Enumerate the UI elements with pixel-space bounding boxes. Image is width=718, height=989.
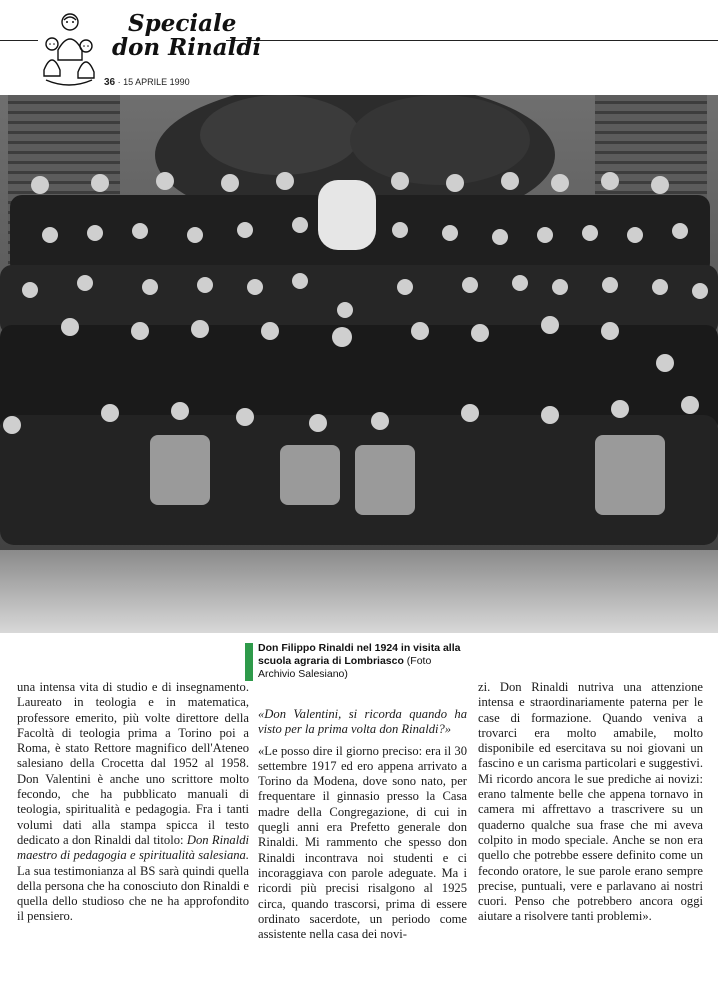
article-column-2	[258, 707, 467, 942]
caption-text: Don Filippo Rinaldi nel 1924 in visita alla scuola agraria di Lombriasco	[258, 642, 461, 667]
caption-marker	[245, 643, 253, 681]
issue-date: · 15 APRILE 1990	[117, 77, 190, 87]
article-column-1	[17, 680, 249, 925]
issue-info	[104, 77, 190, 88]
column-1-text-end: La sua testimonianza al BS sarà quindi quella della persona che ha conosciuto don Rinaldi e quella dello studioso che ne ha approfondito il pensiero.	[17, 863, 249, 924]
book-title: Don Rinaldi maestro di pedagogia e spiritualità salesiana.	[17, 832, 249, 863]
title-speciale: Speciale	[128, 10, 237, 37]
page-number: 36	[104, 77, 116, 88]
article-column-3	[478, 680, 703, 925]
header-rule-right	[226, 40, 718, 41]
interview-question: «Don Valentini, si ricorda quando ha visto per la prima volta don Rinaldi?»	[258, 707, 467, 737]
caption-credit: (Foto Archivio Salesiano)	[258, 655, 432, 680]
photo-caption	[258, 642, 468, 681]
title-don-rinaldi: don Rinaldi	[112, 34, 262, 61]
speciale-logo-icon	[36, 10, 102, 88]
column-3-text: zi. Don Rinaldi nutriva una attenzione intensa e straordinariamente paterna per le case di formazione. Quando veniva a trovarci era molto amabile, molto disponibile ed esercitava su noi giovani un fascino e un carisma particolari e suggestivi. Mi ricordo ancora le sue prediche ai novizi: erano talmente belle che appena tornavo in camera mi affrettavo a trascrivere su un quaderno qualche sua frase che mi aveva colpito in modo speciale. Anche se non era quello che potrebbe essere definito come un fecondo oratore, le sue parole erano sempre precise, puntuali, vere e parlavano ai nostri cuori. Penso che potrebbero ancora oggi aiutare a risolvere tanti problemi».	[478, 680, 703, 924]
header-rule-left	[0, 40, 38, 41]
column-2-text: «Le posso dire il giorno preciso: era il 30 settembre 1917 ed ero appena arrivato a Torino da Modena, dove sono nato, per frequentare il ginnasio presso la Casa madre della Congregazione, di cui in quegli anni era Prefetto generale don Rinaldi. Mi rammento che spesso don Rinaldi incontrava noi studenti e ci incoraggiava con parole adeguate. Ma i ricordi più precisi risalgono al 1925 circa, quando trascorsi, prima di essere ordinato sacerdote, un periodo come assistente nella casa dei novi-	[258, 743, 467, 942]
group-photo	[0, 95, 718, 633]
section-title	[112, 12, 261, 59]
column-1-text: una intensa vita di studio e di insegnamento. Laureato in teologia e in matematica, professore emerito, più volte direttore della Facoltà di teologia prima a Torino poi a Roma, è stato Rettore magnifico dell'Ateneo salesiano della Crocetta dal 1952 al 1958. Don Valentini è anche uno scrittore molto fecondo, che ha pubblicato manuali di teologia, spiritualità e pedagogia. Fra i tanti volumi dati alla stampa spicca il testo dedicato a don Rinaldi dal titolo:	[17, 680, 249, 847]
